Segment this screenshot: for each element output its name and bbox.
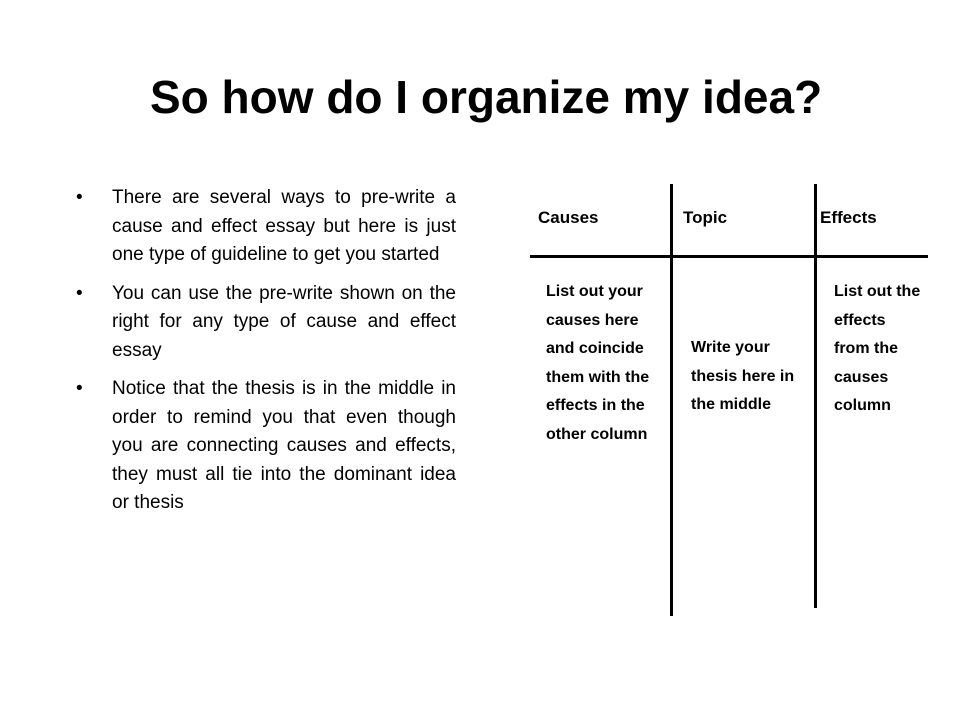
bullet-dot-icon: • — [76, 187, 83, 208]
column-divider-right — [814, 184, 817, 608]
bullet-dot-icon: • — [76, 378, 83, 399]
bullet-item — [76, 184, 456, 270]
bullet-item — [76, 375, 456, 518]
slide-title: So how do I organize my idea? — [150, 71, 823, 123]
cause-effect-organizer — [530, 184, 930, 618]
causes-body: List out your causes here and coincide them with the effects in the other column — [546, 283, 650, 443]
header-divider — [530, 255, 928, 258]
effects-header: Effects — [820, 208, 877, 227]
bullet-text: There are several ways to pre-write a cause and effect essay but here is just one type of guideline to get you started — [112, 187, 456, 265]
column-divider-left — [670, 184, 673, 616]
bullet-item — [76, 280, 456, 366]
causes-header: Causes — [538, 208, 599, 227]
topic-header: Topic — [683, 208, 728, 227]
bullet-list — [76, 184, 456, 528]
bullet-dot-icon: • — [76, 282, 83, 304]
bullet-text: You can use the pre-write shown on the right for any type of cause and effect essay — [112, 282, 456, 361]
effects-body: List out the effects from the causes column — [834, 283, 921, 415]
topic-body: Write your thesis here in the middle — [691, 339, 795, 414]
bullet-text: Notice that the thesis is in the middle in order to remind you that even though you are connecting causes and effects, they must all tie into the dominant idea or thesis — [112, 378, 456, 513]
